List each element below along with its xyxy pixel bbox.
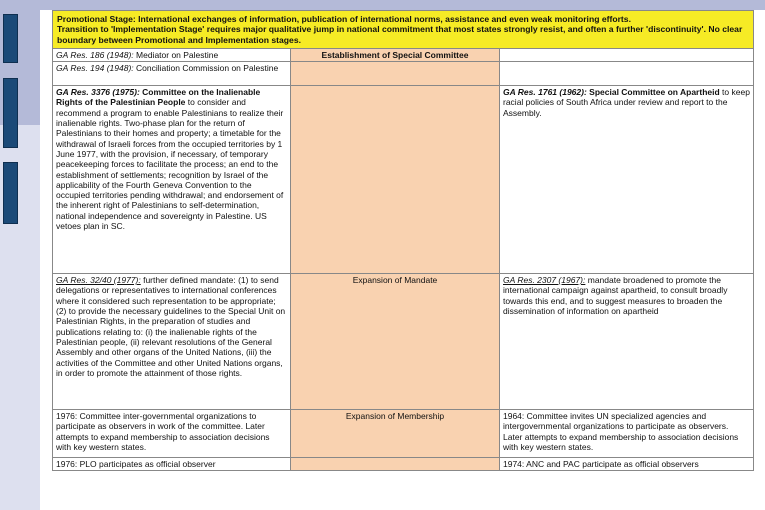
right-cell bbox=[500, 458, 754, 471]
left-ref: GA Res. 32/40 (1977): bbox=[56, 275, 141, 286]
right-bold: Special Committee on Apartheid bbox=[586, 87, 720, 98]
right-ref: GA Res. 1761 (1962): bbox=[503, 87, 587, 98]
left-cell bbox=[53, 458, 291, 471]
left-ref: GA Res. 3376 (1975): bbox=[56, 87, 140, 98]
left-bold: Committee on the Inalienable Rights of the Palestinian People bbox=[56, 87, 261, 108]
left-cell bbox=[53, 86, 291, 274]
middle-label: Expansion of Membership bbox=[345, 411, 445, 422]
left-ref: GA Res. 194 (1948): bbox=[56, 63, 134, 74]
header-row bbox=[53, 11, 754, 49]
left-cell bbox=[53, 62, 291, 86]
right-text: mandate broadened to promote the international campaign against apartheid, to consult broadly towards this end, and to suggest measures to broaden the dissemination of information on apartheid bbox=[503, 275, 728, 317]
table-row bbox=[53, 48, 754, 61]
middle-label: Establishment of Special Committee bbox=[321, 49, 469, 60]
right-text: 1964: Committee invites UN specialized agencies and intergovernmental organizations to participate as observers. Later attempts to expand membership to association decisions with key western states. bbox=[503, 411, 739, 453]
right-text: 1974: ANC and PAC participate as official observers bbox=[503, 459, 699, 470]
table-row bbox=[53, 62, 754, 86]
table-row bbox=[53, 86, 754, 274]
left-text: Conciliation Commission on Palestine bbox=[133, 63, 279, 74]
left-text: 1976: Committee inter-governmental organizations to participate as observers in work of the committee. Later attempts to expand membership to association decisions with key western states. bbox=[56, 411, 270, 453]
left-cell bbox=[53, 274, 291, 410]
header-line-1: Promotional Stage: International exchanges of information, publication of international norms, assistance and even weak monitoring efforts. bbox=[57, 14, 631, 24]
table-row bbox=[53, 274, 754, 410]
left-cell bbox=[53, 410, 291, 458]
right-cell bbox=[500, 62, 754, 86]
middle-cell bbox=[291, 410, 500, 458]
side-bar-2 bbox=[3, 78, 18, 148]
right-text: to keep racial policies of South Africa under review and report to the Assembly. bbox=[503, 87, 750, 118]
table-row bbox=[53, 458, 754, 471]
header-line-2: Transition to 'Implementation Stage' requires major qualitative jump in national commitment that most states strongly resist, and often a further 'discontinuity'. No clear boundary between Promotional and Implementation stages. bbox=[57, 24, 743, 45]
middle-label: Expansion of Mandate bbox=[352, 275, 438, 286]
right-cell bbox=[500, 48, 754, 61]
left-text: further defined mandate: (1) to send delegations or representatives to international conferences where it considered such representation to be appropriate; (2) to provide the necessary guidelines to the Special Unit on Palestinian Rights, in the preparation of studies and publications relating to: (i) the inalienable rights of the Palestinian people, (ii) relevant resolutions of the General Assembly and other organs of the United Nations, (iii) the activities of the Committee and other United Nations organs, in order to promote the attainment of those rights. bbox=[56, 275, 286, 378]
right-cell bbox=[500, 86, 754, 274]
comparison-table bbox=[52, 10, 754, 471]
middle-cell bbox=[291, 62, 500, 86]
left-text: to consider and recommend a program to enable Palestinians to realize their inalienable rights. Two-phase plan for the return of Palestinians to their homes and property; a timetable for the withdrawal of Israeli forces from the occupied territories by 1 June 1977, with the provision, if necessary, of temporary peacekeeping forces to facilitate the process; an end to the establishment of settlements; recognition by Israel of the applicability of the Fourth Geneva Convention to the occupied territories pending withdrawal; and endorsement of the inherent right of Palestinians to self-determination, national independence and sovereignty in Palestine. US vetoes plan in SC. bbox=[56, 97, 284, 232]
side-bar-1 bbox=[3, 14, 18, 63]
right-cell bbox=[500, 274, 754, 410]
table-row bbox=[53, 410, 754, 458]
header-cell bbox=[53, 11, 754, 49]
middle-cell bbox=[291, 274, 500, 410]
left-ref: GA Res. 186 (1948): bbox=[56, 49, 134, 60]
left-cell bbox=[53, 48, 291, 61]
left-text: Mediator on Palestine bbox=[133, 49, 219, 60]
right-cell bbox=[500, 410, 754, 458]
side-bar-3 bbox=[3, 162, 18, 224]
middle-cell bbox=[291, 86, 500, 274]
right-ref: GA Res. 2307 (1967): bbox=[503, 275, 586, 286]
left-text: 1976: PLO participates as official observer bbox=[56, 459, 216, 470]
middle-cell bbox=[291, 458, 500, 471]
middle-cell bbox=[291, 48, 500, 61]
